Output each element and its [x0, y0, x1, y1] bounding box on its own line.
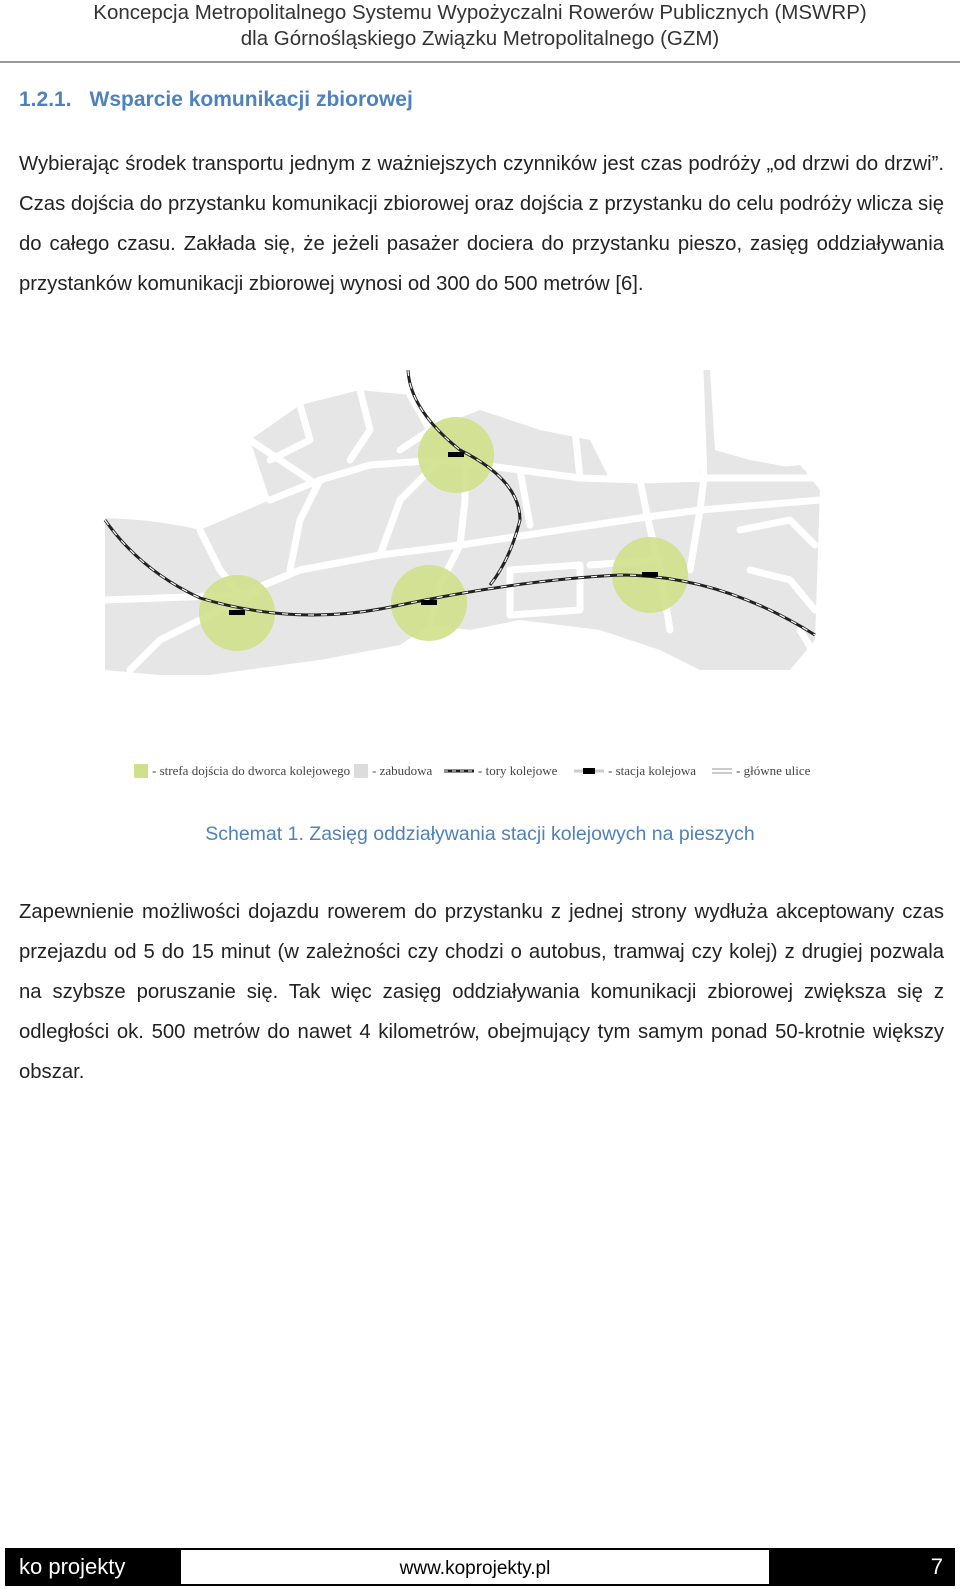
paragraph-1: Wybierając środek transportu jednym z ważniejszych czynników jest czas podróży „od drzwi do drzwi”. Czas dojścia do przystanku komunikacji zbiorowej oraz dojścia z przystanku do celu podróży wlicza się do całego czasu. Zakłada się, że jeżeli pasażer dociera do przystanku pieszo, zasięg oddziaływania przystanków komunikacji zbiorowej wynosi od 300 do 500 metrów [6]. — [19, 153, 944, 295]
legend-swatch-zone — [134, 764, 148, 778]
legend-label-zone: - strefa dojścia do dworca kolejowego — [152, 763, 351, 778]
section-number: 1.2.1. — [19, 88, 72, 111]
figure-caption: Schemat 1. Zasięg oddziaływania stacji kolejowych na pieszych — [205, 823, 755, 845]
legend-label-station: - stacja kolejowa — [608, 763, 697, 778]
built-up-area-east — [700, 370, 815, 490]
legend-swatch-station — [574, 767, 604, 775]
legend-label-streets: - główne ulice — [736, 763, 811, 778]
railway-station-catchment-map — [100, 370, 840, 790]
legend-item-zone — [134, 763, 350, 779]
legend-swatch-streets — [712, 767, 732, 775]
footer-company: ko projekty — [5, 1548, 181, 1586]
map-legend — [134, 763, 834, 785]
station-west — [229, 610, 245, 615]
station-north — [448, 452, 464, 457]
section-title: Wsparcie komunikacji zbiorowej — [89, 88, 413, 111]
running-header — [0, 0, 960, 52]
station-center — [421, 600, 437, 605]
header-title-line-1: Koncepcja Metropolitalnego Systemu Wypożyczalni Rowerów Publicznych (MSWRP) — [93, 1, 867, 24]
legend-label-buildings: - zabudowa — [372, 763, 433, 778]
legend-swatch-buildings — [354, 764, 368, 778]
header-title-line-2: dla Górnośląskiego Związku Metropolitalnego (GZM) — [240, 27, 720, 50]
footer-website: www.koprojekty.pl — [181, 1548, 769, 1586]
legend-item-buildings — [354, 763, 432, 779]
page-footer — [5, 1548, 955, 1586]
legend-item-station — [574, 763, 696, 779]
legend-item-streets — [712, 763, 810, 779]
legend-label-tracks: - tory kolejowe — [478, 763, 558, 778]
paragraph-2: Zapewnienie możliwości dojazdu rowerem do przystanku z jednej strony wydłuża akceptowany czas przejazdu od 5 do 15 minut (w zależności czy chodzi o autobus, tramwaj czy kolej) z drugiej pozwala na szybsze poruszanie się. Tak więc zasięg oddziaływania komunikacji zbiorowej zwiększa się z odległości ok. 500 metrów do nawet 4 kilometrów, obejmujący tym samym ponad 50-krotnie większy obszar. — [19, 901, 944, 1083]
section-heading — [19, 88, 413, 112]
legend-swatch-tracks — [444, 767, 474, 775]
station-east — [642, 572, 658, 577]
legend-item-tracks — [444, 763, 557, 779]
page-number: 7 — [769, 1548, 955, 1586]
header-divider — [0, 61, 960, 63]
map-svg — [100, 370, 840, 790]
